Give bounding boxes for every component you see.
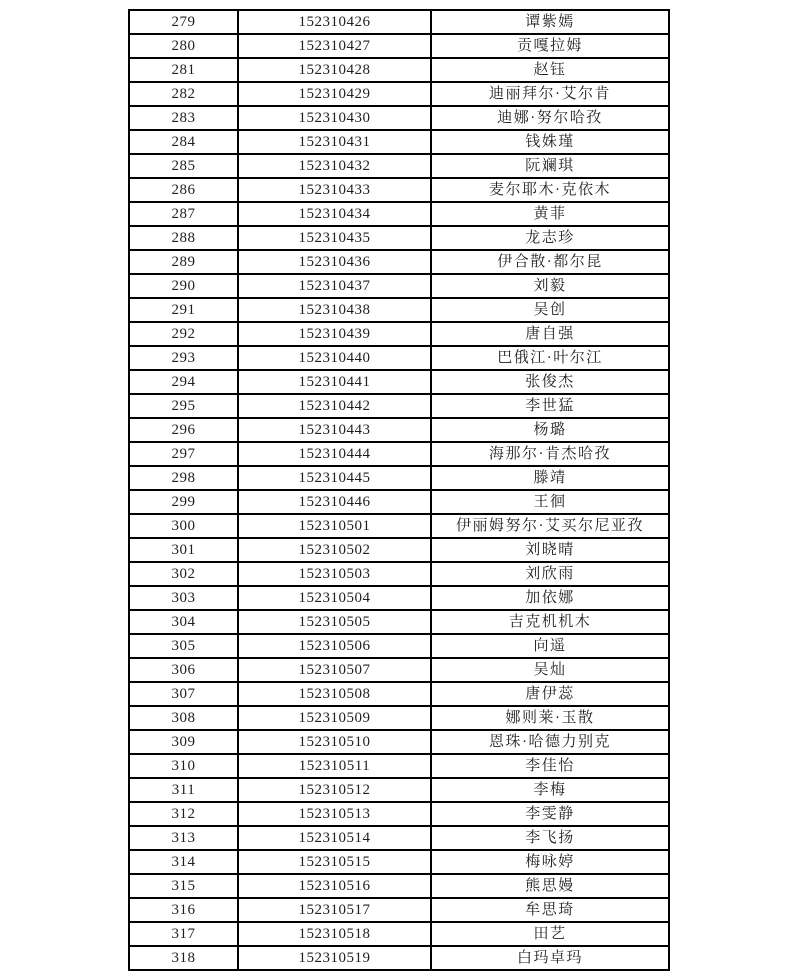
row-number-cell: 279 (129, 10, 238, 34)
student-id-cell: 152310446 (238, 490, 431, 514)
student-id-cell: 152310437 (238, 274, 431, 298)
student-id-cell: 152310517 (238, 898, 431, 922)
student-id-cell: 152310444 (238, 442, 431, 466)
student-id-cell: 152310430 (238, 106, 431, 130)
student-name-cell: 唐伊蕊 (431, 682, 669, 706)
student-id-cell: 152310431 (238, 130, 431, 154)
student-id-cell: 152310509 (238, 706, 431, 730)
student-roster-table (128, 9, 670, 971)
row-number-cell: 318 (129, 946, 238, 970)
student-name-cell: 谭紫嫣 (431, 10, 669, 34)
row-number-cell: 306 (129, 658, 238, 682)
row-number-cell: 280 (129, 34, 238, 58)
student-id-cell: 152310445 (238, 466, 431, 490)
row-number-cell: 302 (129, 562, 238, 586)
student-id-cell: 152310503 (238, 562, 431, 586)
table-row (129, 874, 669, 898)
student-name-cell: 梅咏婷 (431, 850, 669, 874)
student-id-cell: 152310443 (238, 418, 431, 442)
student-name-cell: 白玛卓玛 (431, 946, 669, 970)
student-id-cell: 152310518 (238, 922, 431, 946)
row-number-cell: 316 (129, 898, 238, 922)
student-name-cell: 钱姝瑾 (431, 130, 669, 154)
row-number-cell: 313 (129, 826, 238, 850)
row-number-cell: 315 (129, 874, 238, 898)
student-name-cell: 加依娜 (431, 586, 669, 610)
student-id-cell: 152310427 (238, 34, 431, 58)
student-name-cell: 李佳怡 (431, 754, 669, 778)
row-number-cell: 294 (129, 370, 238, 394)
table-row (129, 58, 669, 82)
student-id-cell: 152310502 (238, 538, 431, 562)
student-id-cell: 152310439 (238, 322, 431, 346)
table-row (129, 514, 669, 538)
roster-table-body (129, 10, 669, 970)
table-row (129, 466, 669, 490)
table-row (129, 586, 669, 610)
student-id-cell: 152310510 (238, 730, 431, 754)
row-number-cell: 314 (129, 850, 238, 874)
student-name-cell: 迪丽拜尔·艾尔肯 (431, 82, 669, 106)
student-id-cell: 152310438 (238, 298, 431, 322)
table-row (129, 850, 669, 874)
table-row (129, 202, 669, 226)
row-number-cell: 300 (129, 514, 238, 538)
row-number-cell: 288 (129, 226, 238, 250)
row-number-cell: 309 (129, 730, 238, 754)
table-row (129, 730, 669, 754)
table-row (129, 418, 669, 442)
table-row (129, 706, 669, 730)
row-number-cell: 305 (129, 634, 238, 658)
student-id-cell: 152310505 (238, 610, 431, 634)
student-name-cell: 熊思嫚 (431, 874, 669, 898)
student-name-cell: 李梅 (431, 778, 669, 802)
row-number-cell: 285 (129, 154, 238, 178)
table-row (129, 346, 669, 370)
student-name-cell: 伊丽姆努尔·艾买尔尼亚孜 (431, 514, 669, 538)
student-name-cell: 恩珠·哈德力别克 (431, 730, 669, 754)
student-name-cell: 吉克机机木 (431, 610, 669, 634)
row-number-cell: 281 (129, 58, 238, 82)
row-number-cell: 307 (129, 682, 238, 706)
row-number-cell: 301 (129, 538, 238, 562)
table-row (129, 298, 669, 322)
row-number-cell: 296 (129, 418, 238, 442)
student-name-cell: 吴创 (431, 298, 669, 322)
table-row (129, 154, 669, 178)
student-name-cell: 李雯静 (431, 802, 669, 826)
student-name-cell: 王徊 (431, 490, 669, 514)
student-id-cell: 152310442 (238, 394, 431, 418)
student-name-cell: 麦尔耶木·克依木 (431, 178, 669, 202)
table-row (129, 754, 669, 778)
table-row (129, 34, 669, 58)
student-name-cell: 迪娜·努尔哈孜 (431, 106, 669, 130)
row-number-cell: 311 (129, 778, 238, 802)
row-number-cell: 317 (129, 922, 238, 946)
table-row (129, 106, 669, 130)
student-name-cell: 阮斓琪 (431, 154, 669, 178)
row-number-cell: 308 (129, 706, 238, 730)
table-row (129, 394, 669, 418)
row-number-cell: 282 (129, 82, 238, 106)
student-id-cell: 152310501 (238, 514, 431, 538)
student-name-cell: 刘欣雨 (431, 562, 669, 586)
student-name-cell: 向遥 (431, 634, 669, 658)
table-row (129, 922, 669, 946)
row-number-cell: 292 (129, 322, 238, 346)
student-name-cell: 滕靖 (431, 466, 669, 490)
student-name-cell: 巴俄江·叶尔江 (431, 346, 669, 370)
student-name-cell: 贡嘎拉姆 (431, 34, 669, 58)
table-row (129, 10, 669, 34)
student-id-cell: 152310514 (238, 826, 431, 850)
student-name-cell: 牟思琦 (431, 898, 669, 922)
table-row (129, 250, 669, 274)
table-row (129, 898, 669, 922)
student-name-cell: 李飞扬 (431, 826, 669, 850)
student-id-cell: 152310511 (238, 754, 431, 778)
student-name-cell: 黄菲 (431, 202, 669, 226)
student-id-cell: 152310441 (238, 370, 431, 394)
student-name-cell: 张俊杰 (431, 370, 669, 394)
row-number-cell: 303 (129, 586, 238, 610)
student-name-cell: 杨璐 (431, 418, 669, 442)
row-number-cell: 299 (129, 490, 238, 514)
table-row (129, 778, 669, 802)
table-row (129, 562, 669, 586)
table-row (129, 490, 669, 514)
table-row (129, 274, 669, 298)
student-id-cell: 152310429 (238, 82, 431, 106)
student-id-cell: 152310434 (238, 202, 431, 226)
student-id-cell: 152310512 (238, 778, 431, 802)
row-number-cell: 310 (129, 754, 238, 778)
student-name-cell: 赵钰 (431, 58, 669, 82)
table-row (129, 826, 669, 850)
student-id-cell: 152310519 (238, 946, 431, 970)
student-id-cell: 152310507 (238, 658, 431, 682)
student-name-cell: 刘毅 (431, 274, 669, 298)
student-name-cell: 海那尔·肯杰哈孜 (431, 442, 669, 466)
row-number-cell: 289 (129, 250, 238, 274)
table-row (129, 322, 669, 346)
row-number-cell: 291 (129, 298, 238, 322)
table-row (129, 82, 669, 106)
row-number-cell: 287 (129, 202, 238, 226)
student-id-cell: 152310428 (238, 58, 431, 82)
student-id-cell: 152310506 (238, 634, 431, 658)
row-number-cell: 286 (129, 178, 238, 202)
student-id-cell: 152310508 (238, 682, 431, 706)
student-name-cell: 李世猛 (431, 394, 669, 418)
row-number-cell: 312 (129, 802, 238, 826)
student-id-cell: 152310515 (238, 850, 431, 874)
row-number-cell: 293 (129, 346, 238, 370)
student-id-cell: 152310436 (238, 250, 431, 274)
table-row (129, 442, 669, 466)
table-row (129, 658, 669, 682)
table-row (129, 634, 669, 658)
student-id-cell: 152310432 (238, 154, 431, 178)
table-row (129, 682, 669, 706)
document-page (128, 9, 670, 971)
student-name-cell: 娜则莱·玉散 (431, 706, 669, 730)
student-id-cell: 152310504 (238, 586, 431, 610)
student-name-cell: 吴灿 (431, 658, 669, 682)
student-name-cell: 唐自强 (431, 322, 669, 346)
student-id-cell: 152310426 (238, 10, 431, 34)
student-name-cell: 田艺 (431, 922, 669, 946)
table-row (129, 226, 669, 250)
table-row (129, 802, 669, 826)
table-row (129, 370, 669, 394)
table-row (129, 538, 669, 562)
student-id-cell: 152310513 (238, 802, 431, 826)
student-id-cell: 152310516 (238, 874, 431, 898)
table-row (129, 178, 669, 202)
table-row (129, 130, 669, 154)
student-name-cell: 龙志珍 (431, 226, 669, 250)
row-number-cell: 304 (129, 610, 238, 634)
student-id-cell: 152310435 (238, 226, 431, 250)
row-number-cell: 295 (129, 394, 238, 418)
row-number-cell: 284 (129, 130, 238, 154)
student-name-cell: 伊合散·都尔昆 (431, 250, 669, 274)
student-id-cell: 152310433 (238, 178, 431, 202)
student-name-cell: 刘晓晴 (431, 538, 669, 562)
table-row (129, 610, 669, 634)
table-row (129, 946, 669, 970)
row-number-cell: 298 (129, 466, 238, 490)
student-id-cell: 152310440 (238, 346, 431, 370)
row-number-cell: 297 (129, 442, 238, 466)
row-number-cell: 290 (129, 274, 238, 298)
row-number-cell: 283 (129, 106, 238, 130)
